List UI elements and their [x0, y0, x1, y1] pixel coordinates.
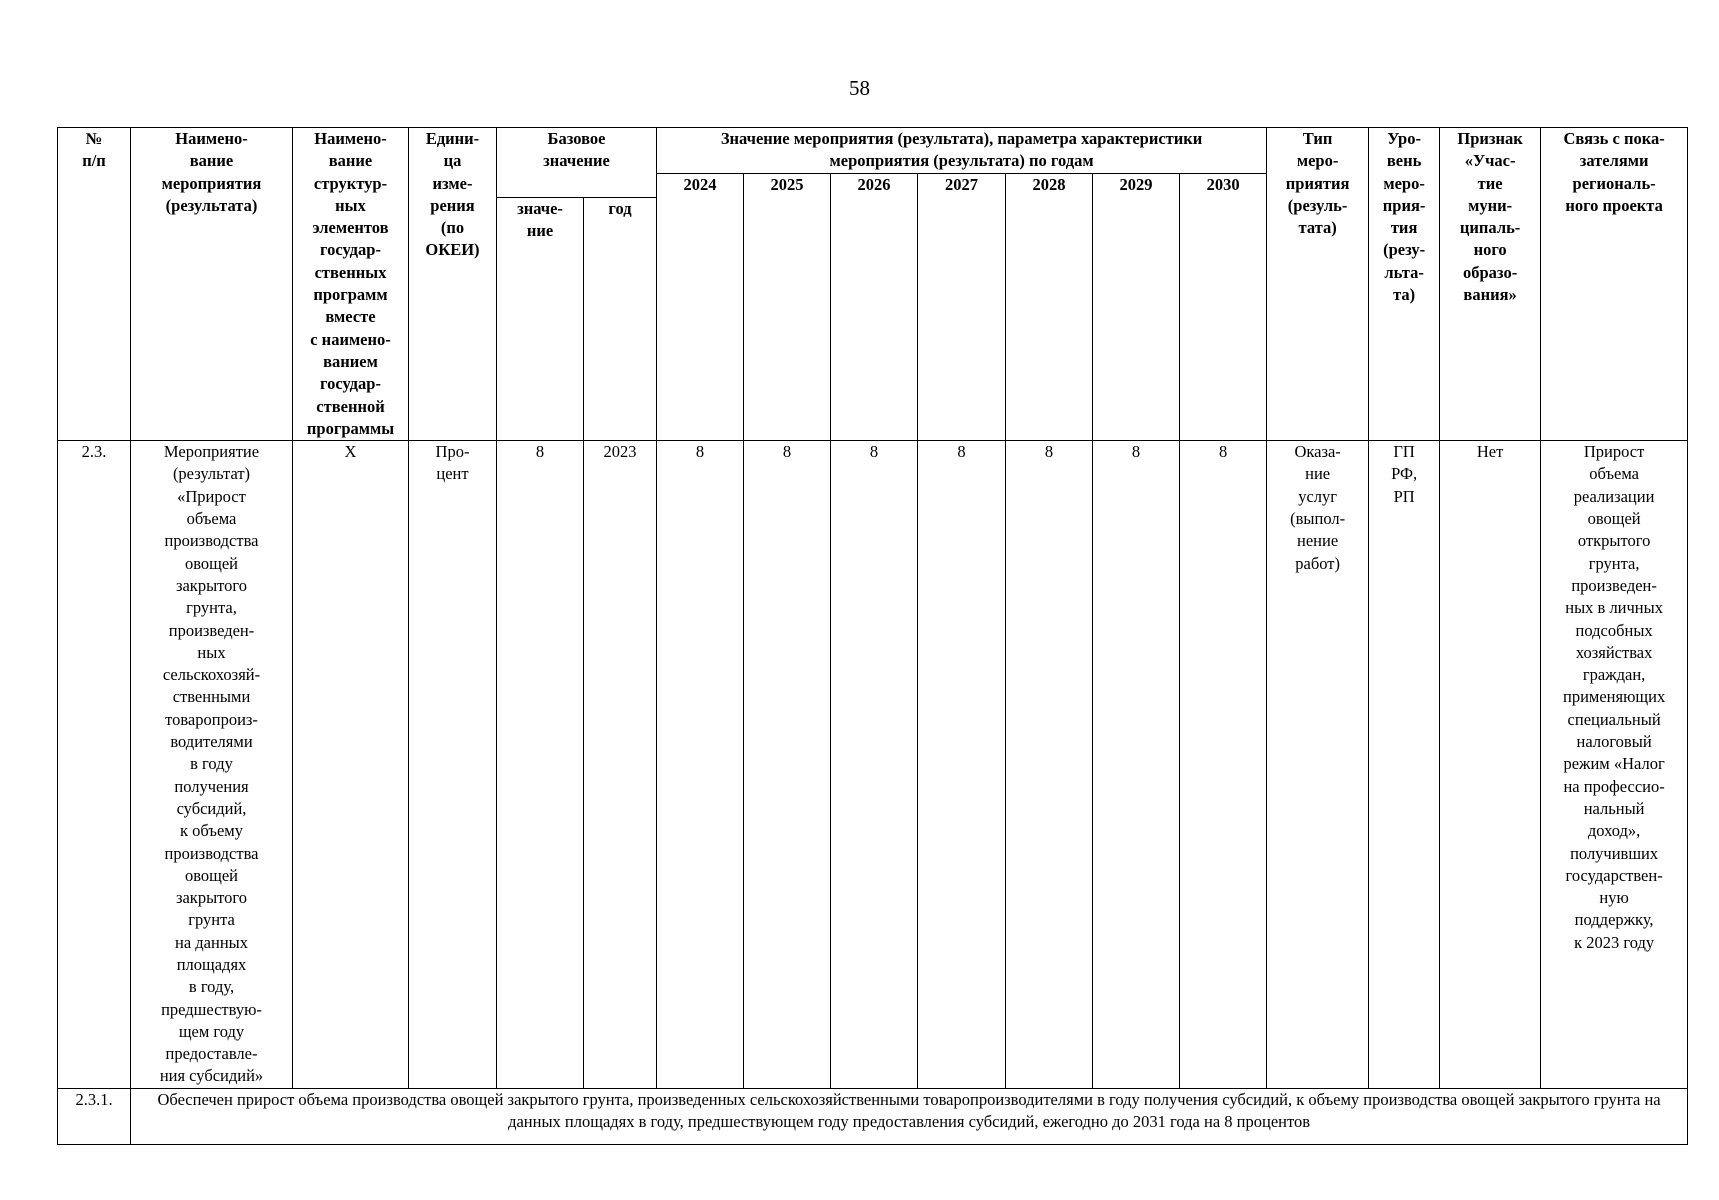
row-base-value: 8 [497, 441, 584, 1089]
header-year-2029: 2029 [1093, 173, 1180, 441]
row-value-2026: 8 [831, 441, 918, 1089]
row-value-2024: 8 [657, 441, 744, 1089]
result-num: 2.3.1. [58, 1088, 131, 1144]
page-number: 58 [849, 76, 870, 100]
header-values-by-year: Значение мероприятия (результата), параметра характеристики мероприятия (результата) по годам [657, 128, 1267, 174]
row-measure-type: Оказа- ние услуг (выпол- нение работ) [1267, 441, 1369, 1089]
row-measure-name: Мероприятие (результат) «Прирост объема производства овощей закрытого грунта, произведен- ных сельскохозяй- ственными товаропроиз- водителями в году получения субсидий, к объему производства овощей закрытого грунта на данных площадях в году, предшествую- щем году предоставле- ния субсидий» [131, 441, 293, 1089]
header-measure-name: Наимено- вание мероприятия (результата) [131, 128, 293, 441]
header-year-2026: 2026 [831, 173, 918, 441]
header-year-2025: 2025 [744, 173, 831, 441]
header-structural-elements: Наимено- вание структур- ных элементов государ- ственных программ вместе с наимено- ванием государ- ственной программы [293, 128, 409, 441]
row-measure-level: ГП РФ, РП [1369, 441, 1440, 1089]
row-value-2025: 8 [744, 441, 831, 1089]
measures-table [57, 127, 1688, 1145]
row-regional-link: Прирост объема реализации овощей открытого грунта, произведен- ных в личных подсобных хозяйствах граждан, применяющих специальный налоговый режим «Налог на профессио- нальный доход», получивших государствен- ную поддержку, к 2023 году [1541, 441, 1688, 1089]
header-year-2028: 2028 [1006, 173, 1093, 441]
row-structural-elements: Х [293, 441, 409, 1089]
row-unit: Про- цент [409, 441, 497, 1089]
table-row [58, 441, 1688, 1089]
header-base-value-amount: значе- ние [497, 198, 584, 441]
header-year-2030: 2030 [1180, 173, 1267, 441]
header-base-value: Базовое значение [497, 128, 657, 198]
row-municipal-sign: Нет [1440, 441, 1541, 1089]
result-text: Обеспечен прирост объема производства овощей закрытого грунта, произведенных сельскохозяйственными товаропроизводителями в году получения субсидий, к объему производства овощей закрытого грунта на данных площадях в году, предшествующем году предоставления субсидий, ежегодно до 2031 года на 8 процентов [131, 1088, 1688, 1144]
row-num: 2.3. [58, 441, 131, 1089]
header-unit: Едини- ца изме- рения (по ОКЕИ) [409, 128, 497, 441]
row-base-year: 2023 [584, 441, 657, 1089]
table-row [58, 1088, 1688, 1144]
row-value-2027: 8 [918, 441, 1006, 1089]
header-base-year: год [584, 198, 657, 441]
header-regional-link: Связь с пока- зателями региональ- ного проекта [1541, 128, 1688, 441]
header-year-2027: 2027 [918, 173, 1006, 441]
header-year-2024: 2024 [657, 173, 744, 441]
row-value-2028: 8 [1006, 441, 1093, 1089]
header-measure-level: Уро- вень меро- прия- тия (резу- льта- та) [1369, 128, 1440, 441]
row-value-2029: 8 [1093, 441, 1180, 1089]
row-value-2030: 8 [1180, 441, 1267, 1089]
header-measure-type: Тип меро- приятия (резуль- тата) [1267, 128, 1369, 441]
header-municipal-sign: Признак «Учас- тие муни- ципаль- ного образо- вания» [1440, 128, 1541, 441]
header-num: № п/п [58, 128, 131, 441]
